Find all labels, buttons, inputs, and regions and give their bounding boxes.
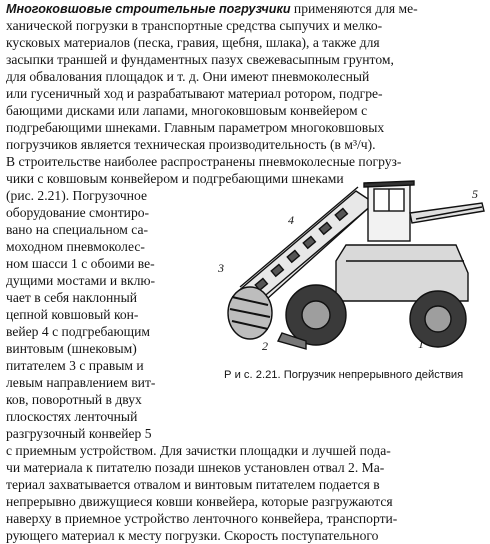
text-line: погрузчиков является техническая производительность (в м³/ч). xyxy=(6,137,376,152)
narrow-line: вейер 4 с подгребающим xyxy=(6,324,150,339)
callout-2: 2 xyxy=(262,339,268,353)
heading-continuation: применяются для ме- xyxy=(290,1,418,16)
text-line: чи материала к питателю позади шнеков установлен отвал 2. Ма- xyxy=(6,460,385,475)
narrow-line: питателем 3 с правым и xyxy=(6,358,144,373)
loader-illustration xyxy=(206,173,488,359)
narrow-line: винтовым (шнековым) xyxy=(6,341,137,356)
narrow-line: моходном пневмоколес- xyxy=(6,239,145,254)
narrow-line: оборудование смонтиро- xyxy=(6,205,150,220)
text-line: (рис. 2.21). Погрузочное xyxy=(6,188,147,203)
narrow-line: ков, поворотный в двух xyxy=(6,392,142,407)
narrow-line: дущими мостами и вклю- xyxy=(6,273,156,288)
text-line: или гусеничный ход и разрабатывают материал ротором, подгре- xyxy=(6,86,383,101)
narrow-line: цепной ковшовый кон- xyxy=(6,307,139,322)
text-line: для обвалования площадок и т. д. Они имеют пневмоколесный xyxy=(6,69,370,84)
text-line: кусковых материалов (песка, гравия, щебня, шлака), а также для xyxy=(6,35,380,50)
text-line: териал захватывается отвалом и винтовым питателем подается в xyxy=(6,477,380,492)
section-heading: Многоковшовые строительные погрузчики xyxy=(6,2,291,16)
narrow-line: вано на специальном са- xyxy=(6,222,149,237)
text-line: В строительстве наиболее распространены пневмоколесные погруз- xyxy=(6,154,402,169)
text-line: ханической погрузки в транспортные средства сыпучих и мелко- xyxy=(6,18,383,33)
callout-1: 1 xyxy=(418,337,424,351)
loader-drawing xyxy=(206,173,488,359)
text-line: непрерывно движущиеся ковши конвейера, которые разгружаются xyxy=(6,494,393,509)
text-line: с приемным устройством. Для зачистки площадки и лучшей пода- xyxy=(6,443,391,458)
text-line: подгребающими шнеками. Главным параметром многоковшовых xyxy=(6,120,385,135)
callout-4: 4 xyxy=(288,213,294,227)
narrow-line: левым направлением вит- xyxy=(6,375,156,390)
text-line: засыпки траншей и фундаментных пазух свежевасыпным грунтом, xyxy=(6,52,394,67)
callout-3: 3 xyxy=(218,261,224,275)
text-line: чики с ковшовым конвейером и подгребающими шнеками xyxy=(6,171,344,186)
text-line: рующего материал к месту погрузки. Скорость поступательного xyxy=(6,528,379,543)
text-line-1 xyxy=(6,0,486,17)
document-page xyxy=(6,0,486,543)
figure-caption: Р и с. 2.21. Погрузчик непрерывного действия xyxy=(224,369,464,381)
narrow-line: разгрузочный конвейер 5 xyxy=(6,426,152,441)
text-line: наверху в приемное устройство ленточного конвейера, транспорти- xyxy=(6,511,398,526)
narrow-line: плоскостях ленточный xyxy=(6,409,138,424)
text-line: бающими дисками или лапами, многоковшовым конвейером с xyxy=(6,103,368,118)
narrow-line: ном шасси 1 с обоими ве- xyxy=(6,256,155,271)
callout-5: 5 xyxy=(472,187,478,201)
narrow-line: чает в себя наклонный xyxy=(6,290,137,305)
